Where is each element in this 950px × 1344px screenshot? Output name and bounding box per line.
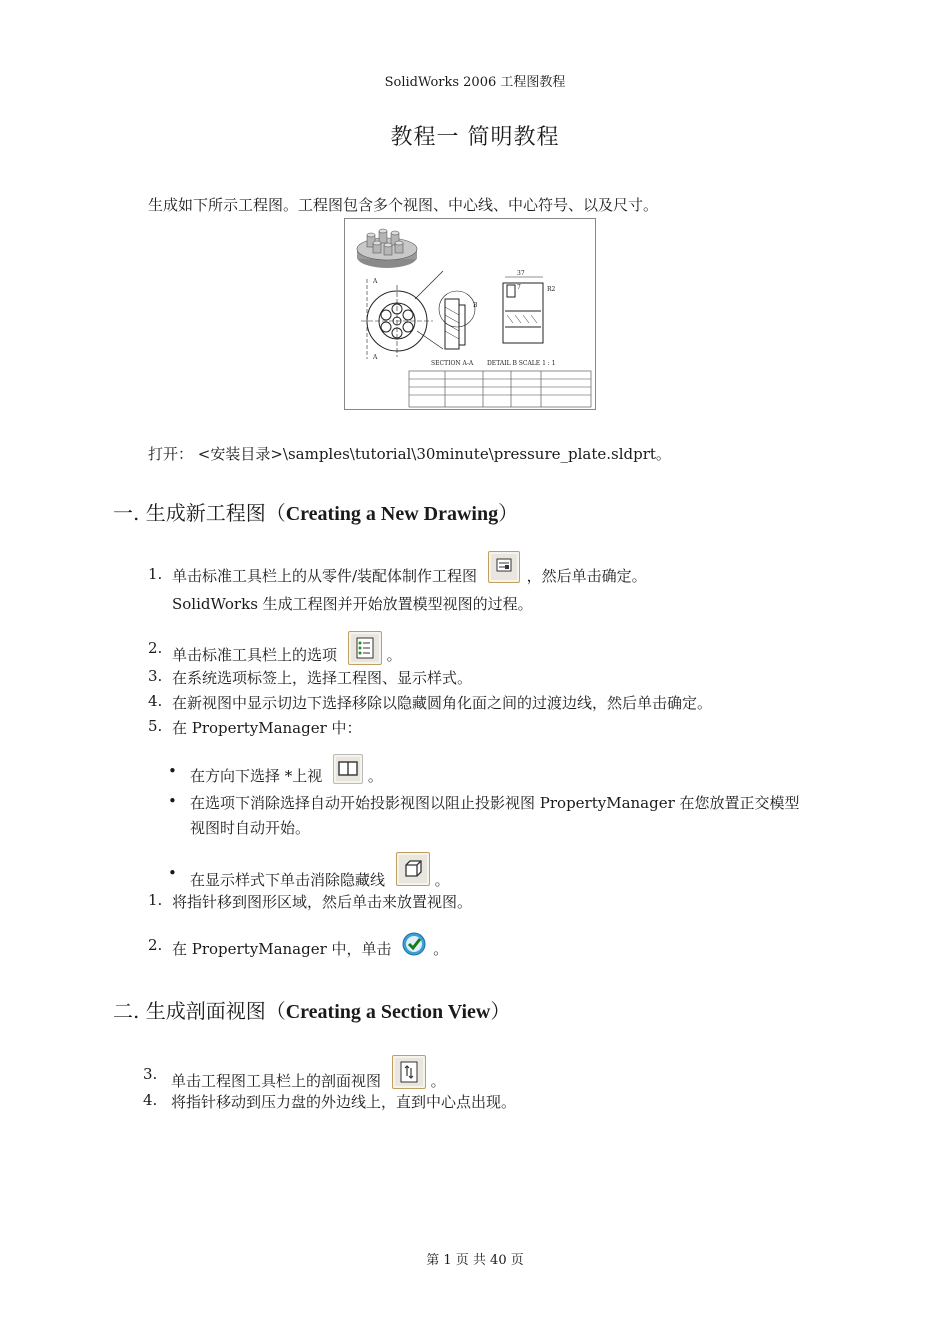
detail-view <box>503 277 543 343</box>
section1-prefix: 一. <box>113 501 140 525</box>
step-number: 4. <box>148 692 163 710</box>
section1-suffix: ） <box>498 501 519 525</box>
section-view-icon[interactable] <box>392 1055 426 1089</box>
step-text: 单击标准工具栏上的从零件/装配体制作工程图 <box>172 567 478 585</box>
step-text: 单击工程图工具栏上的剖面视图 <box>171 1072 382 1090</box>
section2-heading <box>113 995 510 1024</box>
step-a2 <box>148 639 848 664</box>
dim-37: 37 <box>517 270 525 277</box>
step-a1-note <box>148 593 848 613</box>
step-a4 <box>148 692 848 712</box>
step-a3 <box>148 667 848 687</box>
hidden-lines-removed-icon[interactable] <box>396 852 430 886</box>
step-text: 在 PropertyManager 中： <box>172 719 362 737</box>
detail-caption: DETAIL B SCALE 1 : 1 <box>487 360 556 367</box>
step-b2 <box>148 936 848 956</box>
step-number: 2. <box>148 936 163 954</box>
bullet-1: • 在方向下选择 *上视 。 <box>168 762 868 782</box>
dim-7: 7 <box>517 284 521 291</box>
step-text: 在新视图中显示切边下选择移除以隐藏圆角化面之间的过渡边线，然后单击确定。 <box>172 694 713 712</box>
step-a1 <box>148 565 848 585</box>
section1-heading <box>113 497 518 526</box>
step-number: 2. <box>148 639 163 657</box>
page-title: 教程一 简明教程 <box>390 125 560 150</box>
page-header: SolidWorks 2006 工程图教程 <box>384 75 566 90</box>
bullet-2: • 在选项下消除选择自动开始投影视图以阻止投影视图 PropertyManager 在您放置正交模型 视图时自动开始。 <box>168 792 800 837</box>
top-view-icon[interactable] <box>333 754 363 784</box>
open-file-line: 打开： <安装目录>\samples\tutorial\30minute\pressure_plate.sldprt。 <box>148 445 671 463</box>
drawing-from-part-icon[interactable] <box>488 551 520 583</box>
bullet-text-after: 。 <box>434 871 450 889</box>
bullet-text: 在显示样式下单击消除隐藏线 <box>190 871 386 889</box>
bullet-text: 在方向下选择 *上视 <box>190 767 323 785</box>
section-caption: SECTION A-A <box>431 360 474 367</box>
title-block <box>409 371 591 407</box>
page-footer: 第 1 页 共 40 页 <box>426 1253 524 1268</box>
section2-title-en: Creating a Section View <box>285 1001 491 1023</box>
section1-title-en: Creating a New Drawing <box>285 503 499 525</box>
ok-check-icon[interactable] <box>400 930 428 958</box>
step-text: 将指针移到图形区域，然后单击来放置视图。 <box>172 893 473 911</box>
step-number: 3. <box>143 1065 158 1083</box>
step-text-after: ，然后单击确定。 <box>526 567 647 585</box>
step-number: 3. <box>148 667 163 685</box>
detail-mark-b: B <box>473 302 478 309</box>
drawing-figure <box>344 218 596 410</box>
step-number: 4. <box>143 1091 158 1109</box>
bullet-3: • 在显示样式下单击消除隐藏线 。 <box>168 864 868 884</box>
step-text: 单击标准工具栏上的选项 <box>172 646 338 664</box>
step-text: 在系统选项标签上，选择工程图、显示样式。 <box>172 669 473 687</box>
bullet-text-after: 。 <box>367 767 383 785</box>
bullet-text-line2: 视图时自动开始。 <box>190 819 311 837</box>
section2-prefix: 二. <box>113 999 140 1023</box>
dim-r2: R2 <box>547 286 556 293</box>
step-a5 <box>148 717 848 737</box>
step-c4 <box>143 1091 843 1111</box>
section-mark-a-top: A <box>373 278 378 285</box>
step-text-after: 。 <box>386 646 402 664</box>
drawing-figure-svg <box>345 219 595 409</box>
step-c3 <box>143 1065 843 1090</box>
bullet-text-line1: 在选项下消除选择自动开始投影视图以阻止投影视图 PropertyManager 在您放置正交模型 <box>190 794 800 812</box>
step-b1 <box>148 891 848 911</box>
section-mark-a-bottom: A <box>373 354 378 361</box>
step-number: 5. <box>148 717 163 735</box>
step-text-after: 。 <box>433 940 449 958</box>
isometric-view <box>357 229 417 268</box>
step-number: 1. <box>148 891 163 909</box>
section2-suffix: ） <box>490 999 511 1023</box>
step-note: SolidWorks 生成工程图并开始放置模型视图的过程。 <box>172 595 533 613</box>
step-text: 将指针移动到压力盘的外边线上，直到中心点出现。 <box>171 1093 517 1111</box>
step-number: 1. <box>148 565 163 583</box>
section2-title-cn: 生成剖面视图（ <box>139 999 286 1023</box>
section-view <box>439 291 475 349</box>
section1-title-cn: 生成新工程图（ <box>139 501 286 525</box>
step-text: 在 PropertyManager 中，单击 <box>172 940 392 958</box>
intro-text: 生成如下所示工程图。工程图包含多个视图、中心线、中心符号、以及尺寸。 <box>148 196 659 214</box>
options-icon[interactable] <box>348 631 382 665</box>
step-text-after: 。 <box>430 1072 446 1090</box>
